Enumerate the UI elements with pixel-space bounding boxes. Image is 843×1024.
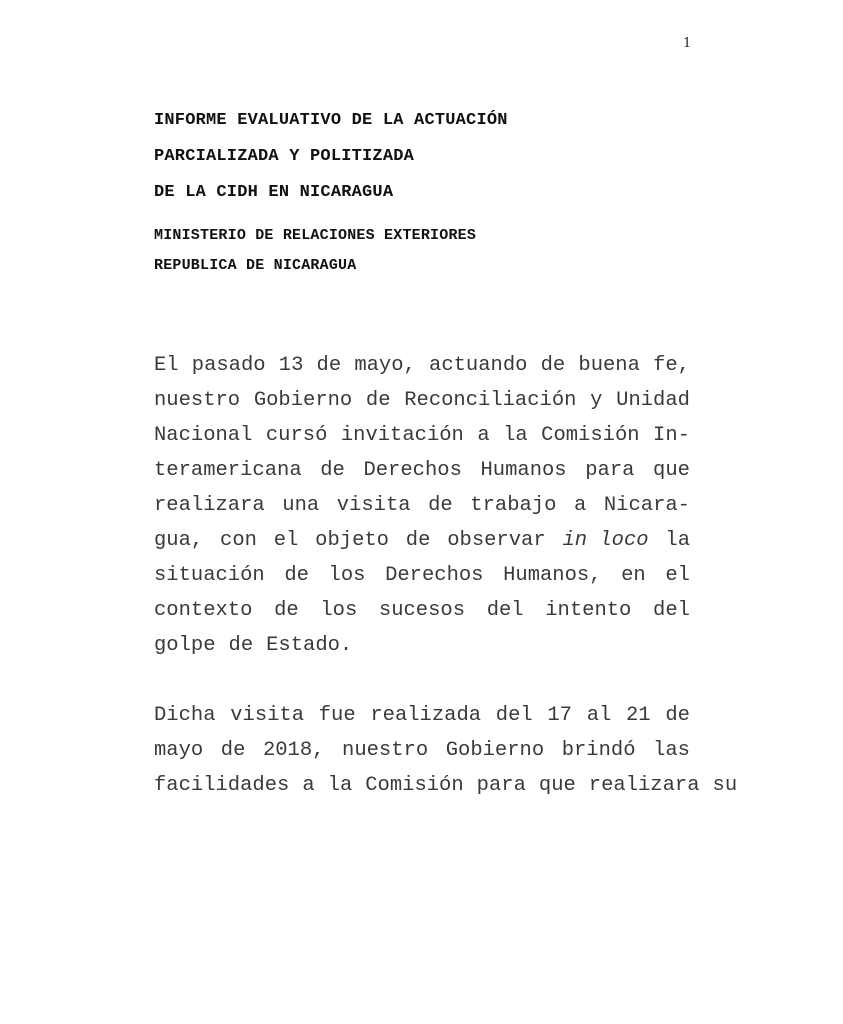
word: facilidades bbox=[154, 774, 290, 797]
word: la bbox=[665, 529, 690, 552]
word: Humanos, bbox=[503, 564, 602, 587]
word: cursó bbox=[265, 424, 328, 447]
word: los bbox=[328, 564, 366, 587]
paragraph-line bbox=[154, 558, 690, 593]
word: Dicha bbox=[154, 704, 216, 727]
paragraph-1 bbox=[154, 348, 690, 663]
word: Comisión bbox=[365, 774, 464, 797]
word: fe, bbox=[653, 354, 690, 377]
paragraph-2 bbox=[154, 698, 738, 803]
word: Estado. bbox=[266, 634, 353, 657]
word: a bbox=[302, 774, 315, 797]
word: In- bbox=[653, 424, 690, 447]
paragraph-line bbox=[154, 453, 690, 488]
word: de bbox=[365, 389, 391, 412]
word: que bbox=[538, 774, 576, 797]
word: intento bbox=[545, 599, 632, 622]
title-line-3: DE LA CIDH EN NICARAGUA bbox=[154, 183, 394, 202]
subtitle-line-1: MINISTERIO DE RELACIONES EXTERIORES bbox=[154, 227, 477, 244]
word: en bbox=[621, 564, 646, 587]
paragraph-line bbox=[154, 418, 690, 453]
paragraph-line bbox=[154, 698, 690, 733]
word: nuestro bbox=[154, 389, 241, 412]
word: del bbox=[495, 704, 533, 727]
word: a bbox=[477, 424, 490, 447]
word: la bbox=[327, 774, 353, 797]
word: Reconciliación bbox=[404, 389, 577, 412]
word: de bbox=[228, 634, 254, 657]
word: El bbox=[154, 354, 179, 377]
paragraph-line bbox=[154, 523, 690, 558]
word: sucesos bbox=[378, 599, 466, 622]
word: el bbox=[273, 529, 299, 552]
word: golpe bbox=[154, 634, 216, 657]
word: situación bbox=[154, 564, 265, 587]
paragraph-line bbox=[154, 488, 690, 523]
word: Unidad bbox=[616, 389, 690, 412]
word: objeto bbox=[315, 529, 389, 552]
word: mayo bbox=[154, 739, 204, 762]
title-line-2: PARCIALIZADA Y POLITIZADA bbox=[154, 147, 415, 166]
word: Gobierno bbox=[253, 389, 353, 412]
word: del bbox=[653, 599, 690, 622]
document-header bbox=[154, 103, 508, 281]
word: el bbox=[665, 564, 690, 587]
word: 13 bbox=[278, 354, 304, 377]
subtitle-line-2: REPUBLICA DE NICARAGUA bbox=[154, 257, 357, 274]
word: Humanos bbox=[480, 459, 567, 482]
subtitle-block bbox=[154, 221, 508, 281]
word: de bbox=[284, 564, 309, 587]
word: la bbox=[503, 424, 528, 447]
word: actuando bbox=[429, 354, 528, 377]
word: pasado bbox=[191, 354, 266, 377]
word: de bbox=[320, 459, 345, 482]
word: trabajo bbox=[470, 494, 557, 517]
word: de bbox=[665, 704, 690, 727]
word: brindó bbox=[561, 739, 636, 762]
word: nuestro bbox=[342, 739, 429, 762]
title-line-1: INFORME EVALUATIVO DE LA ACTUACIÓN bbox=[154, 111, 508, 130]
word: con bbox=[220, 529, 257, 552]
word: para bbox=[476, 774, 526, 797]
word: a bbox=[573, 494, 587, 517]
word: de bbox=[405, 529, 431, 552]
word: una bbox=[282, 494, 320, 517]
word: del bbox=[486, 599, 524, 622]
word: buena bbox=[578, 354, 640, 377]
word: al bbox=[586, 704, 612, 727]
word: 2018, bbox=[262, 739, 325, 762]
word: 17 bbox=[547, 704, 572, 727]
word: de bbox=[220, 739, 246, 762]
page-number: 1 bbox=[683, 36, 692, 51]
word: Comisión bbox=[541, 424, 640, 447]
word: Derechos bbox=[385, 564, 484, 587]
word: y bbox=[590, 389, 603, 412]
paragraph-line bbox=[154, 628, 690, 663]
word: de bbox=[274, 599, 299, 622]
word: de bbox=[540, 354, 566, 377]
word: observar bbox=[447, 529, 546, 552]
word: las bbox=[653, 739, 690, 762]
word: para bbox=[585, 459, 635, 482]
word: su bbox=[712, 774, 738, 797]
word: que bbox=[653, 459, 690, 482]
word: contexto bbox=[154, 599, 253, 622]
word: visita bbox=[336, 494, 411, 517]
word: Nicara- bbox=[603, 494, 690, 517]
word: realizara bbox=[588, 774, 700, 797]
word: Nacional bbox=[154, 424, 253, 447]
paragraph-line bbox=[154, 383, 690, 418]
italic-phrase: in loco bbox=[562, 529, 649, 552]
word: gua, bbox=[154, 529, 204, 552]
paragraph-line bbox=[154, 768, 738, 803]
word: los bbox=[320, 599, 358, 622]
word: realizada bbox=[370, 704, 482, 727]
word: Gobierno bbox=[445, 739, 545, 762]
word: visita bbox=[230, 704, 305, 727]
word: de bbox=[316, 354, 342, 377]
paragraph-line bbox=[154, 348, 690, 383]
word: invitación bbox=[340, 424, 464, 447]
word: 21 bbox=[626, 704, 651, 727]
word: mayo, bbox=[354, 354, 416, 377]
word: teramericana bbox=[154, 459, 302, 482]
word: Derechos bbox=[363, 459, 462, 482]
paragraph-line bbox=[154, 593, 690, 628]
paragraph-line bbox=[154, 733, 690, 768]
word: realizara bbox=[154, 494, 265, 517]
word: de bbox=[428, 494, 453, 517]
word: fue bbox=[318, 704, 356, 727]
